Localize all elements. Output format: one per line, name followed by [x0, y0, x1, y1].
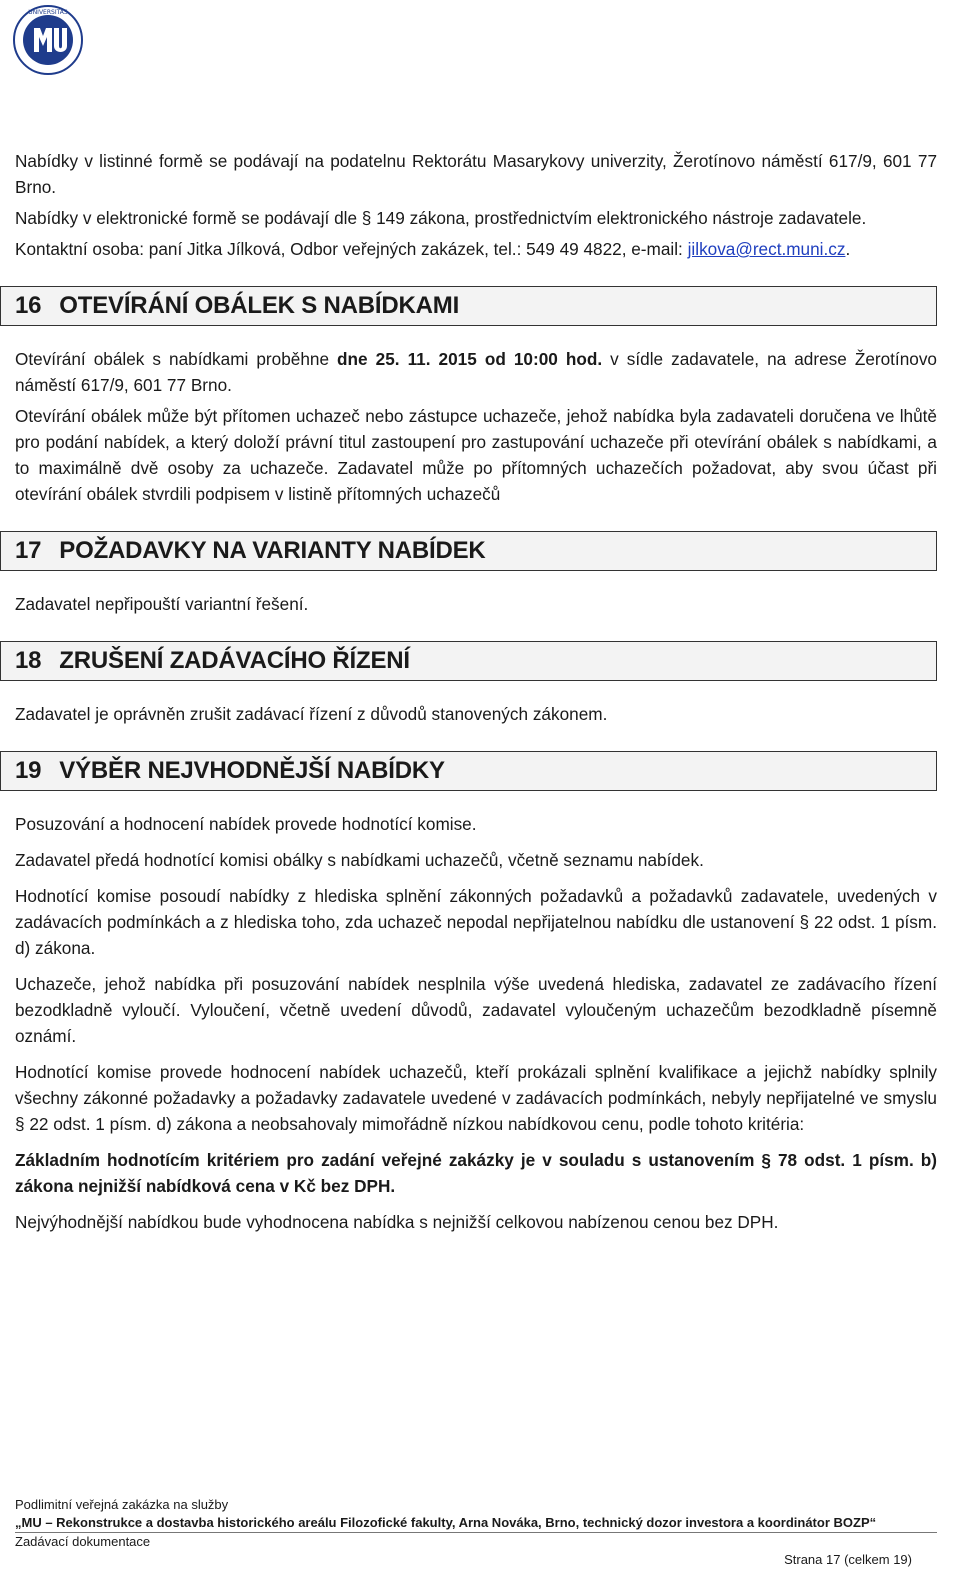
- footer-line: Zadávací dokumentace: [15, 1534, 151, 1549]
- contact-end: .: [845, 239, 851, 259]
- section-heading-18: [0, 641, 937, 681]
- bold-date: dne 25. 11. 2015 od 10:00 hod.: [337, 349, 603, 369]
- section-heading-16: [0, 286, 937, 326]
- text-span: Otevírání obálek s nabídkami proběhne: [15, 349, 338, 369]
- intro-paragraph: Nabídky v listinné formě se podávají na podatelnu Rektorátu Masarykovy univerzity, Žerotínovo náměstí 617/9, 601 77 Brno.: [15, 151, 937, 197]
- section-title: VÝBĚR NEJVHODNĚJŠÍ NABÍDKY: [59, 757, 445, 784]
- section-paragraph: Uchazeče, jehož nabídka při posuzování nabídek nesplnila výše uvedená hlediska, zadavatel ze zadávacího řízení bezodkladně vyloučí. Vyloučení, včetně uvedení důvodů, zadavatel vyloučeným uchazečům bezodkladně písemně oznámí.: [15, 974, 937, 1046]
- section-paragraph: Zadavatel předá hodnotící komisi obálky s nabídkami uchazečů, včetně seznamu nabídek.: [15, 850, 704, 870]
- section-number: 19: [15, 757, 42, 784]
- section-heading-19: [0, 751, 937, 791]
- footer-title: „MU – Rekonstrukce a dostavba historického areálu Filozofické fakulty, Arna Nováka, Brno, technický dozor investora a koordinátor BOZP“: [15, 1514, 937, 1533]
- criterion-paragraph: Základním hodnotícím kritériem pro zadání veřejné zakázky je v souladu s ustanovením § 78 odst. 1 písm. b) zákona nejnižší nabídková cena v Kč bez DPH.: [15, 1150, 937, 1196]
- section-paragraph: Zadavatel je oprávněn zrušit zadávací řízení z důvodů stanovených zákonem.: [15, 704, 608, 724]
- intro-paragraph: Nabídky v elektronické formě se podávají dle § 149 zákona, prostřednictvím elektronického nástroje zadavatele.: [15, 208, 867, 228]
- text-span: v sídle zadavatele, na adrese Žerotínovo náměstí 617/9, 601 77 Brno.: [15, 349, 937, 395]
- university-logo: [12, 4, 84, 76]
- section-title: POŽADAVKY NA VARIANTY NABÍDEK: [59, 537, 486, 564]
- section-paragraph: Otevírání obálek může být přítomen uchazeč nebo zástupce uchazeče, jehož nabídka byla zadavateli doručena ve lhůtě pro podání nabídek, a který doloží právní titul zastoupení pro zastupování uchazeče při otevírání obálek s nabídkami, a to maximálně dvě osoby za uchazeče. Zadavatel může po přítomných uchazečích požadovat, aby svou účast při otevírání obálek stvrdili podpisem v listině přítomných uchazečů: [15, 406, 937, 504]
- contact-text: Kontaktní osoba: paní Jitka Jílková, Odbor veřejných zakázek, tel.: 549 49 4822, e-mail:: [15, 239, 688, 259]
- page-footer: [15, 1496, 937, 1551]
- page-number: Strana 17 (celkem 19): [784, 1552, 912, 1567]
- section-paragraph: Hodnotící komise provede hodnocení nabídek uchazečů, kteří prokázali splnění kvalifikace a jejichž nabídky splnily všechny zákonné požadavky a požadavky zadavatele uvedené v zadávacích podmínkách, nebyly nepřijatelné ve smyslu § 22 odst. 1 písm. d) zákona a neobsahovaly mimořádně nízkou nabídkovou cenu, podle tohoto kritéria:: [15, 1062, 937, 1134]
- section-number: 18: [15, 647, 42, 674]
- section-title: ZRUŠENÍ ZADÁVACÍHO ŘÍZENÍ: [59, 647, 410, 674]
- section-paragraph: [15, 346, 937, 398]
- section-paragraph: Hodnotící komise posoudí nabídky z hlediska splnění zákonných požadavků a požadavků zadavatele, uvedených v zadávacích podmínkách a z hlediska toho, zda uchazeč nepodal nepřijatelnou nabídku dle ustanovení § 22 odst. 1 písm. d) zákona.: [15, 886, 937, 958]
- email-link[interactable]: jilkova@rect.muni.cz: [687, 239, 846, 259]
- document-body: [15, 148, 937, 1245]
- contact-paragraph: [15, 236, 937, 262]
- section-paragraph: Nejvýhodnější nabídkou bude vyhodnocena nabídka s nejnižší celkovou nabízenou cenou bez DPH.: [15, 1212, 779, 1232]
- section-heading-17: [0, 531, 937, 571]
- section-title: OTEVÍRÁNÍ OBÁLEK S NABÍDKAMI: [59, 292, 460, 319]
- section-number: 16: [15, 292, 42, 319]
- svg-text:UNIVERSITAS: UNIVERSITAS: [28, 9, 68, 16]
- section-number: 17: [15, 537, 42, 564]
- section-paragraph: Posuzování a hodnocení nabídek provede hodnotící komise.: [15, 814, 477, 834]
- section-paragraph: Zadavatel nepřipouští variantní řešení.: [15, 594, 309, 614]
- footer-line: Podlimitní veřejná zakázka na služby: [15, 1497, 229, 1512]
